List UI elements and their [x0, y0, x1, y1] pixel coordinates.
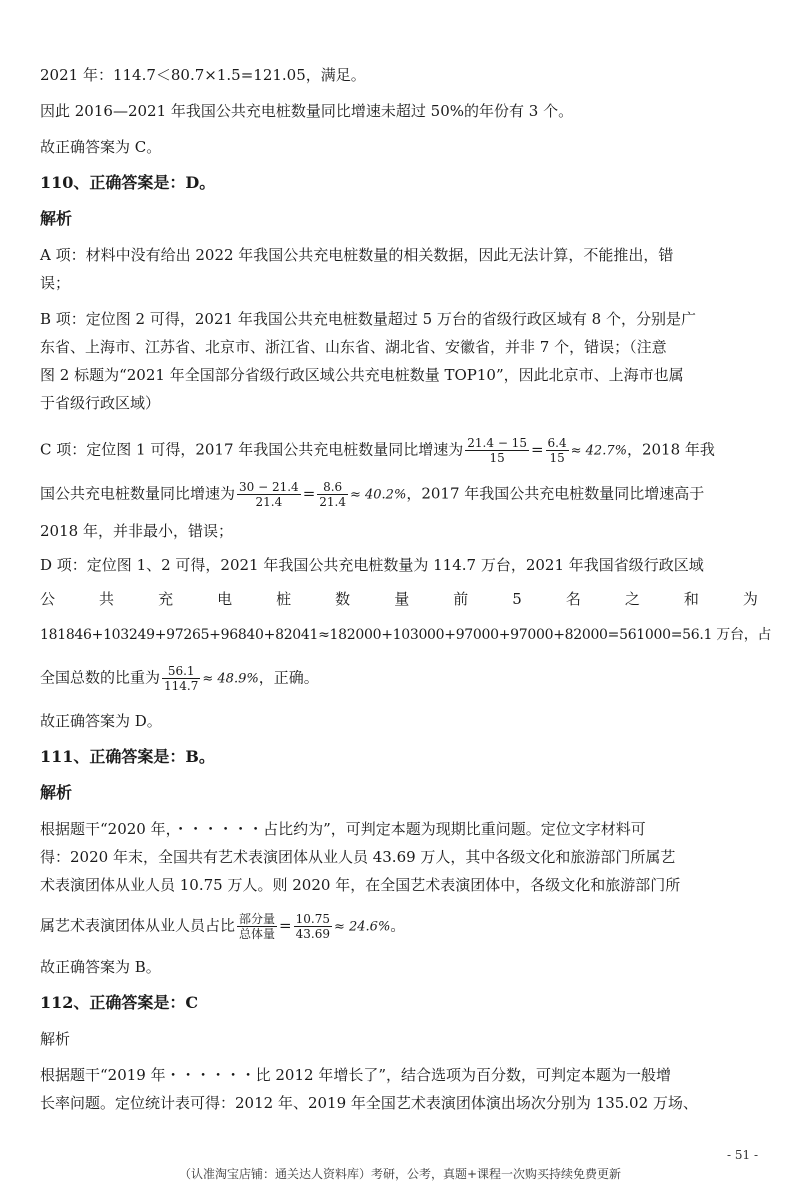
fraction: $\frac{\text{部分量}}{\text{总体量}}$: [239, 912, 276, 941]
text-line: 故正确答案为 C。: [40, 138, 162, 156]
page-footer: （认准淘宝店铺：通关达人资料库）考研，公考，真题+课程一次购买持续免费更新: [178, 1167, 622, 1181]
text-line: 2021 年：114.7＜80.7×1.5=121.05，满足。: [40, 66, 366, 84]
text-line: 得：2020 年末，全国共有艺术表演团体从业人员 43.69 万人，其中各级文化和旅游部门所属艺: [40, 848, 676, 866]
text-line: 故正确答案为 D。: [40, 712, 162, 730]
option-c-line: 2018 年，并非最小，错误；: [40, 522, 233, 540]
option-b-line: 东省、上海市、江苏省、北京市、浙江省、山东省、湖北省、安徽省，并非 7 个，错误；（注意: [40, 338, 667, 356]
text-line: 因此 2016—2021 年我国公共充电桩数量同比增速未超过 50%的年份有 3 个。: [40, 102, 574, 120]
fraction: $\frac{6.4}{15}$: [547, 436, 567, 465]
option-d-spread-line: 公 共 充 电 桩 数 量 前 5 名 之 和 为: [40, 590, 758, 608]
analysis-label: 解析: [40, 1030, 71, 1048]
option-b-line: B 项：定位图 2 可得，2021 年我国公共充电桩数量超过 5 万台的省级行政区域有 8 个，分别是广: [40, 310, 696, 328]
option-b-line: 于省级行政区域）: [40, 394, 161, 412]
text-line: 属艺术表演团体从业人员占比 $\frac{\text{部分量}}{\text{总体量}}$ = $\frac{10.75}{43.69}$ ≈ 24.6%。: [40, 912, 406, 941]
fraction: $\frac{8.6}{21.4}$: [319, 480, 346, 509]
fraction: $\frac{56.1}{114.7}$: [164, 664, 199, 693]
option-d-line: 全国总数的比重为 $\frac{56.1}{114.7}$ ≈ 48.9%，正确。: [40, 664, 319, 693]
text-line: 故正确答案为 B。: [40, 958, 161, 976]
analysis-label: 解析: [40, 209, 73, 228]
option-b-line: 图 2 标题为“2021 年全国部分省级行政区域公共充电桩数量 TOP10”，因此北京市、上海市也属: [40, 366, 684, 384]
option-c-line: 国公共充电桩数量同比增速为 $\frac{30 - 21.4}{21.4}$ = $\frac{8.6}{21.4}$ ≈ 40.2%，2017 年我国公共充电桩数量同比增速高于: [40, 480, 705, 509]
option-d-line: 181846+103249+97265+96840+82041≈182000+103000+97000+97000+82000=561000=56.1 万台，占: [40, 627, 772, 643]
option-a-line: 误；: [40, 274, 71, 292]
answer-heading-111: 111、正确答案是：B。: [40, 747, 215, 766]
text-line: 根据题干“2019 年・・・・・・比 2012 年增长了”，结合选项为百分数，可判定本题为一般增: [40, 1066, 671, 1084]
option-a-line: A 项：材料中没有给出 2022 年我国公共充电桩数量的相关数据，因此无法计算，不能推出，错: [40, 246, 674, 264]
fraction: $\frac{30 - 21.4}{21.4}$: [239, 480, 299, 509]
answer-heading-112: 112、正确答案是：C: [40, 993, 199, 1012]
fraction: $\frac{21.4 - 15}{15}$: [467, 436, 527, 465]
page-number: - 51 -: [726, 1148, 758, 1162]
fraction: $\frac{10.75}{43.69}$: [295, 912, 330, 941]
text-line: 长率问题。定位统计表可得：2012 年、2019 年全国艺术表演团体演出场次分别为 135.02 万场、: [40, 1094, 698, 1112]
analysis-label: 解析: [40, 783, 73, 802]
text-line: 根据题干“2020 年，・・・・・・占比约为”，可判定本题为现期比重问题。定位文字材料可: [40, 820, 646, 838]
option-d-line: D 项：定位图 1、2 可得，2021 年我国公共充电桩数量为 114.7 万台，2021 年我国省级行政区域: [40, 556, 704, 574]
text-line: 术表演团体从业人员 10.75 万人。则 2020 年，在全国艺术表演团体中，各级文化和旅游部门所: [40, 876, 681, 894]
option-c-line: C 项：定位图 1 可得，2017 年我国公共充电桩数量同比增速为 $\frac{21.4 - 15}{15}$ = $\frac{6.4}{15}$ ≈ 42.7%，2018 年我: [40, 436, 715, 465]
answer-heading-110: 110、正确答案是：D。: [40, 173, 216, 192]
